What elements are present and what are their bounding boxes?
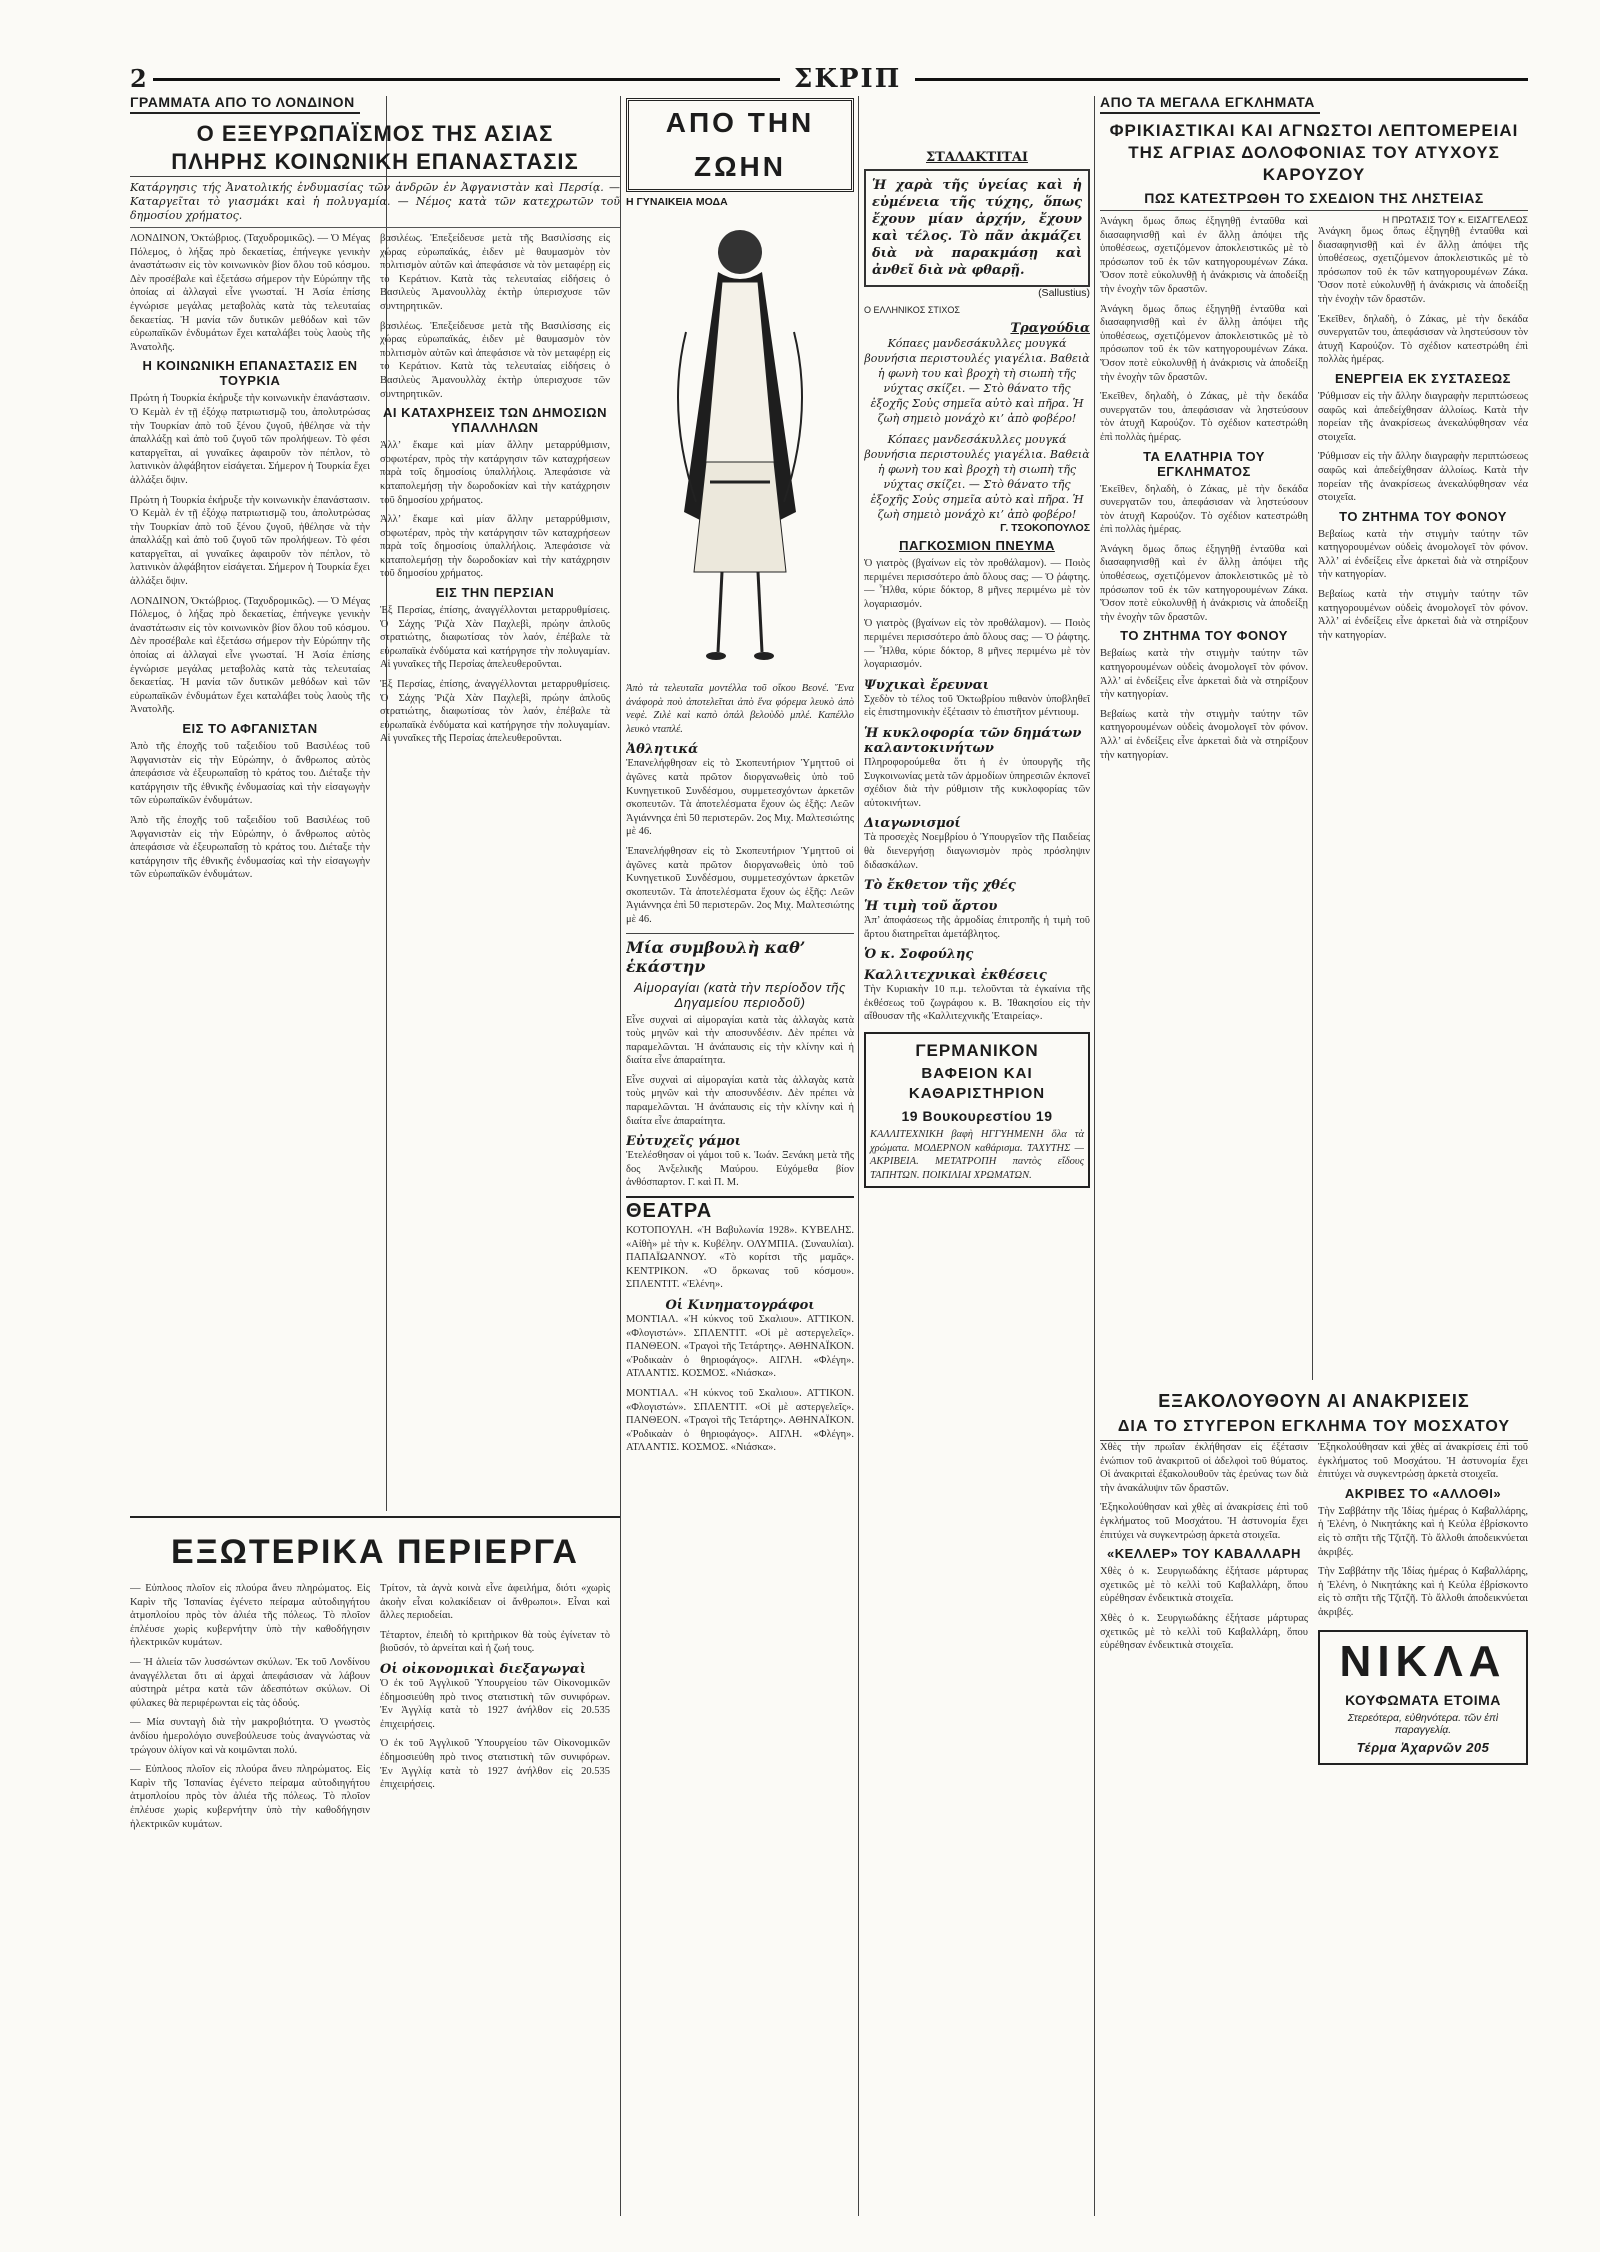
article-body: — Εὐπλοος πλοῖον εἰς πλούρα ἄνευ πληρώματος. Εἰς Καρὶν τῆς Ἰσπανίας ἐγένετο πείραμα αὐτοδιηγήτου ἀτμοπλοίου πρὸς τὸν ἀλιέα τῆς πόλεως. Τὸ πλοῖον ἐπλέυσε χωρὶς κυβερνήτην ὑπὸ τὴν καθοδήγησιν ἠλεκτρικῶν κυμάτων. [130, 1583, 370, 1649]
article-body: Ἀπὸ τῆς ἐποχῆς τοῦ ταξειδίου τοῦ Βασιλέως τοῦ Ἀφγανιστὰν εἰς τὴν Εὐρώπην, ὁ ἄνθρωπος αὐτὸς ἀπεφάσισε νὰ ἐξευρωπαΐσῃ τὸ κράτος του. Διέταξε τὴν κατάργησιν τῆς ἐθνικῆς ἐνδυμασίας καὶ τὴν εἰσαγωγὴν τῶν εὐρωπαϊκῶν ἐνδυμάτων. [130, 741, 370, 807]
article-body: Ἀπὸ τῆς ἐποχῆς τοῦ ταξειδίου τοῦ Βασιλέως τοῦ Ἀφγανιστὰν εἰς τὴν Εὐρώπην, ὁ ἄνθρωπος αὐτὸς ἀπεφάσισε νὰ ἐξευρωπαΐσῃ τὸ κράτος του. Διέταξε τὴν κατάργησιν τῆς ἐθνικῆς ἐνδυμασίας καὶ τὴν εἰσαγωγὴν τῶν εὐρωπαϊκῶν ἐνδυμάτων. [130, 814, 370, 881]
article-headline-2: ΠΛΗΡΗΣ ΚΟΙΝΩΝΙΚΗ ΕΠΑΝΑΣΤΑΣΙΣ [130, 148, 620, 177]
masthead [130, 64, 1528, 94]
section-heading: Οἱ οἰκονομικαὶ διεξαγωγαὶ [380, 1661, 586, 1677]
spirit-body: Ὁ γιατρὸς (βγαίνων εἰς τὸν προθάλαμον). — Ποιὸς περιμένει περισσότερο ἀπὸ ὅλους σας; — Ὁ ῥάφτης. — Ἦλθα, κύριε δόκτορ, 8 μῆνες περιμένω μὲ τὸν λογαριασμόν. [864, 558, 1090, 610]
article-body: Ἀνάγκη ὅμως ὅπως ἐξηγηθῇ ἐνταῦθα καὶ διασαφηνισθῇ καὶ ἐν ἄλλῃ ἀπόψει τῆς ὑποθέσεως, σχετιζόμενον ἀποκλειστικῶς μὲ τὸ πρόσωπον τοῦ ἐκ τῶν κατηγορουμένων Ζάκα. Ὅσον ποτὲ εὐκολυνθῇ ἡ ἀνάκρισις νὰ ἀποδείξῃ τὴν ἐνοχὴν τῶν δραστῶν. [1100, 216, 1308, 295]
article-body: Βεβαίως κατὰ τὴν στιγμὴν ταύτην τῶν κατηγορουμένων οὐδεὶς ἀνομολογεῖ τὸν φόνον. Ἀλλ’ αἱ ἐνδείξεις εἶνε ἀρκεταὶ διὰ νὰ στηρίξουν τὴν κατηγορίαν. [1100, 708, 1308, 761]
article-body: Τὴν Σαββάτην τῆς Ἰδίας ἡμέρας ὁ Καβαλλάρης, ἡ Ἐλένη, ὁ Νικητάκης καὶ ἡ Κεύλα ἐβρίσκοντο εἰς τὸ σπῆτι τῆς Τζιτζῆ. Τὸ ἄλλοθι ἀποδεικνύεται ἀκριβές. [1318, 1505, 1528, 1558]
section-heading: ΤΟ ΖΗΤΗΜΑ ΤΟΥ ΦΟΝΟΥ [1339, 508, 1507, 524]
article-body: Βεβαίως κατὰ τὴν στιγμὴν ταύτην τῶν κατηγορουμένων οὐδεὶς ἀνομολογεῖ τὸν φόνον. Ἀλλ’ αἱ ἐνδείξεις εἶνε ἀρκεταὶ διὰ νὰ στηρίξουν τὴν κατηγορίαν. [1318, 589, 1528, 641]
column-rule [1094, 96, 1095, 2216]
ad-title: ΒΑΦΕΙΟΝ ΚΑΙ ΚΑΘΑΡΙΣΤΗΡΙΟΝ [908, 1065, 1046, 1103]
section-stalaktitai [864, 144, 1090, 2216]
ad-title: ΓΕΡΜΑΝΙΚΟΝ [915, 1041, 1039, 1061]
article-kicker: ΑΠΟ ΤΑ ΜΕΓΑΛΑ ΕΓΚΛΗΜΑΤΑ [1100, 94, 1320, 114]
section-heading: ΑΙ ΚΑΤΑΧΡΗΣΕΙΣ ΤΩΝ ΔΗΜΟΣΙΩΝ ΥΠΑΛΛΗΛΩΝ [383, 405, 607, 436]
section-heading: ΑΚΡΙΒΕΣ ΤΟ «ΑΛΛΟΘΙ» [1344, 1485, 1502, 1501]
article-curiosities [130, 1516, 620, 2218]
article-body: Ἀνάγκη ὅμως ὅπως ἐξηγηθῇ ἐνταῦθα καὶ διασαφηνισθῇ καὶ ἐν ἄλλῃ ἀπόψει τῆς ὑποθέσεως, σχετιζόμενον ἀποκλειστικῶς μὲ τὸ πρόσωπον τοῦ ἐκ τῶν κατηγορουμένων Ζάκα. Ὅσον ποτὲ εὐκολυνθῇ ἡ ἀνάκρισις νὰ ἀποδείξῃ τὴν ἐνοχὴν τῶν δραστῶν. [1100, 303, 1308, 383]
section-heading: ΕΝΕΡΓΕΙΑ ΕΚ ΣΥΣΤΑΣΕΩΣ [1334, 370, 1511, 386]
advice-body: Εἶνε συχναὶ αἱ αἱμοραγίαι κατὰ τὰς ἀλλαγὰς κατὰ τοὺς μηνῶν καὶ τὴν αποσυνδέσιν. Δὲν πρέπει νὰ παραμελῶνται. Ἡ ἀνάπαυσις εἰς τὴν κλίνην καὶ ἡ διαίτα εἶνε ἀπαραίτητα. [626, 1074, 854, 1127]
article-body: Ὁ ἐκ τοῦ Ἀγγλικοῦ Ὑπουργείου τῶν Οἰκονομικῶν ἐδημοσιεύθη πρὸ τινος στατιστικὴ τῶν συνιφόρων. Ἐν Ἀγγλίᾳ κατὰ τὸ 1927 ἀνήλθον εἰς 20.535 ἐπιχειρήσεις. [380, 1738, 610, 1791]
ad-address: Τέρμα Ἀχαρνῶν 205 [1356, 1739, 1490, 1755]
sport-body: Ἐπανελήφθησαν εἰς τὸ Σκοπευτήριον Ὑμηττοῦ οἱ ἀγῶνες κατὰ πρῶτον διοργανωθεὶς ὑπὸ τοῦ Κυνηγετικοῦ Συνδέσμου, συμμετεσχόντων ἀρκετῶν σκοπευτῶν. Τὰ ἀποτελέσματα ἔχουν ὡς ἑξῆς: Λεῶν Ἀγιάννηςα ἐπὶ 50 περιστερῶν. 2ος Μιχ. Μαλτεσιώτης μὲ 46. [626, 758, 854, 838]
article-body: ΛΟΝΔΙΝΟΝ, Ὀκτώβριος. (Ταχυδρομικῶς). — Ὁ Μέγας Πόλεμος, ὁ λήξας πρὸ δεκαετίας, ἐπήνεγκε γενικὴν ἀναστάτωσιν εἰς τὸν κοινωνικὸν βίον ὅλου τοῦ κόσμου. Δὲν προσέβαλε καὶ ἐξετάσω σήμερον τὴν Εὐρώπην τῆς ὁποίας αἱ ἀλλαγαὶ εἶνε γνωσταί. Ἡ Ἀσία ἐπίσης ἐγνώρισε μεγάλας μεταβολὰς κατὰ τὰς τελευταίας δεκαετίας. Ἡ μανία τῶν δυτικῶν μεθόδων καὶ τῶν εὐρωπαϊκῶν ἐνδυμάτων ἔχει καταλάβει τοὺς λαοὺς τῆς Ἀνατολῆς. [130, 233, 370, 353]
section-heading: ΕΙΣ ΤΟ ΑΦΓΑΝΙΣΤΑΝ [182, 721, 318, 736]
theatre-body: ΚΟΤΟΠΟΥΛΗ. «Ἡ Βαβυλωνία 1928». ΚΥΒΕΛΗΣ. «Αἰθὴ» μὲ τὴν κ. Κυβέλην. ΟΛΥΜΠΙΑ. (Συναυλίαι). ΠΑΠΑΪΩΑΝΝΟΥ. «Τὸ κορίτσι τῆς μαμᾶς». ΚΕΝΤΡΙΚΟΝ. «Ὁ ὄρκωνας τοῦ κόσμου». ΣΠΛΕΝΤΙΤ. «Ἐλένη». [626, 1225, 854, 1291]
article-body: Ἐξ Περσίας, ἐπίσης, ἀναγγέλλονται μεταρρυθμίσεις. Ὁ Σάχης Ῥιζὰ Χὰν Παχλεβὶ, πρώην ἁπλοῦς στρατιώτης, διαφωτίσας τὸν λαόν, ἐπέβαλε τὰ εὐρωπαϊκὰ ἐνδύματα καὶ κατήργησε τὴν πολυγαμίαν. Αἱ γυναῖκες τῆς Περσίας ἀπελευθεροῦνται. [380, 679, 610, 745]
section-heading: ΤΑ ΕΛΑΤΗΡΙΑ ΤΟΥ ΕΓΚΛΗΜΑΤΟΣ [1143, 448, 1265, 479]
bread-heading: Ἡ τιμὴ τοῦ ἄρτου [864, 899, 998, 915]
article-headline: ΕΞΩΤΕΡΙΚΑ ΠΕΡΙΕΡΓΑ [171, 1533, 579, 1571]
article-body: ΛΟΝΔΙΝΟΝ, Ὀκτώβριος. (Ταχυδρομικῶς). — Ὁ Μέγας Πόλεμος, ὁ λήξας πρὸ δεκαετίας, ἐπήνεγκε γενικὴν ἀναστάτωσιν εἰς τὸν κοινωνικὸν βίον ὅλου τοῦ κόσμου. Δὲν προσέβαλε καὶ ἐξετάσω σήμερον τὴν Εὐρώπην τῆς ὁποίας αἱ ἀλλαγαὶ εἶνε γνωσταί. Ἡ Ἀσία ἐπίσης ἐγνώρισε μεγάλας μεταβολὰς κατὰ τὰς τελευταίας δεκαετίας. Ἡ μανία τῶν δυτικῶν μεθόδων καὶ τῶν εὐρωπαϊκῶν ἐνδυμάτων ἔχει καταλάβει τοὺς λαοὺς τῆς Ἀνατολῆς. [130, 595, 370, 716]
ad-name: ΝΙΚΛΑ [1339, 1636, 1507, 1686]
exhibit-heading: Τὸ ἔκθετον τῆς χθές [864, 878, 1016, 894]
quote-box: Ἡ χαρὰ τῆς ὑγείας καὶ ἡ εὐμένεια τῆς τύχης, ὅπως ἔχουν μίαν ἀρχήν, ἔχουν καὶ τέλος. Τὸ πᾶν ἀκμάζει διὰ νὰ παρακμάσῃ καὶ ἀνθεῖ διὰ νὰ φθαρῇ. [864, 169, 1090, 287]
cinema-heading: Οἱ Κινηματογράφοι [665, 1298, 815, 1313]
cinema-body: ΜΟΝΤΙΑΛ. «Ἡ κύκνος τοῦ Σκαλιου». ΑΤΤΙΚΟΝ. «Φλογιστών». ΣΠΛΕΝΤΙΤ. «Οἱ μὲ αστεργελεῖς». ΠΑΝΘΕΟΝ. «Τραγοὶ τῆς Τετάρτης». ΑΘΗΝΑΪΚΟΝ. «Ῥοδικαὰν ὁ θηριοφάγος». ΑΙΓΛΗ. «Φλέγη». ΑΤΛΑΝΤΙΣ. ΚΟΣΜΟΣ. «Νιάσκα». [626, 1314, 854, 1380]
article-body: Τὴν Σαββάτην τῆς Ἰδίας ἡμέρας ὁ Καβαλλάρης, ἡ Ἐλένη, ὁ Νικητάκης καὶ ἡ Κεύλα ἐβρίσκοντο εἰς τὸ σπῆτι τῆς Τζιτζῆ. Τὸ ἄλλοθι ἀποδεικνύεται ἀκριβές. [1318, 1566, 1528, 1618]
traffic-heading: Ἡ κυκλοφορία τῶν δημάτων καλαντοκινήτων [864, 725, 1082, 756]
section-heading: «ΚΕΛΛΕΡ» ΤΟΥ ΚΑΒΑΛΛΑΡΗ [1107, 1546, 1301, 1562]
paper-name: ΣΚΡΙΠ [780, 66, 915, 92]
ad-body: ΚΑΛΛΙΤΕΧΝΙΚΗ βαφὴ ΗΓΓΥΗΜΕΝΗ ὅλα τὰ χρώματα. ΜΟΔΕΡΝΟΝ καθάρισμα. ΤΑΧΥΤΗΣ — ΑΚΡΙΒΕΙΑ. ΜΕΤΑΤΡΟΠΗ παντὸς εἴδους ΤΑΠΗΤΩΝ. ΠΟΙΚΙΛΙΑΙ ΧΡΩΜΑΤΩΝ. [870, 1129, 1084, 1181]
advice-subheading: Αἱμοραγίαι (κατὰ τὴν περίοδον τῆς Δηγαμείου περιοδοῦ) [634, 979, 846, 1010]
psych-heading: Ψυχικαὶ ἔρευναι [864, 677, 990, 693]
spirit-body: Ὁ γιατρὸς (βγαίνων εἰς τὸν προθάλαμον). — Ποιὸς περιμένει περισσότερο ἀπὸ ὅλους σας; — Ὁ ῥάφτης. — Ἦλθα, κύριε δόκτορ, 8 μῆνες περιμένω μὲ τὸν λογαριασμόν. [864, 618, 1090, 671]
sport-body: Ἐπανελήφθησαν εἰς τὸ Σκοπευτήριον Ὑμηττοῦ οἱ ἀγῶνες κατὰ πρῶτον διοργανωθεὶς ὑπὸ τοῦ Κυνηγετικοῦ Συνδέσμου, συμμετεσχόντων ἀρκετῶν σκοπευτῶν. Τὰ ἀποτελέσματα ἔχουν ὡς ἑξῆς: Λεῶν Ἀγιάννηςα ἐπὶ 50 περιστερῶν. 2ος Μιχ. Μαλτεσιώτης μὲ 46. [626, 845, 854, 925]
article-body: Ἀνάγκη ὅμως ὅπως ἐξηγηθῇ ἐνταῦθα καὶ διασαφηνισθῇ καὶ ἐν ἄλλῃ ἀπόψει τῆς ὑποθέσεως, σχετιζόμενον ἀποκλειστικῶς μὲ τὸ πρόσωπον τοῦ ἐκ τῶν κατηγορουμένων Ζάκα. Ὅσον ποτὲ εὐκολυνθῇ ἡ ἀνάκρισις νὰ ἀποδείξῃ τὴν ἐνοχὴν τῶν δραστῶν. [1100, 543, 1308, 623]
article-subheadline: ΠΩΣ ΚΑΤΕΣΤΡΩΘΗ ΤΟ ΣΧΕΔΙΟΝ ΤΗΣ ΛΗΣΤΕΙΑΣ [1100, 190, 1528, 211]
article-crime [1100, 94, 1528, 1384]
article-body: Ἐκεῖθεν, δηλαδὴ, ὁ Ζάκας, μὲ τὴν δεκάδα συνεργατῶν του, ἀπεφάσισαν νὰ ληστεύσουν τὸν ἀτυχῆ Καρούζον. Τὸ σχέδιον κατεστρώθη ἐπὶ πολλὰς ἡμέρας. [1100, 391, 1308, 443]
article-byline: Η ΠΡΩΤΑΣΙΣ ΤΟΥ κ. ΕΙΣΑΓΓΕΛΕΩΣ [1382, 215, 1528, 225]
article-body: Ἐκεῖθεν, δηλαδὴ, ὁ Ζάκας, μὲ τὴν δεκάδα συνεργατῶν του, ἀπεφάσισαν νὰ ληστεύσουν τὸν ἀτυχῆ Καρούζον. Τὸ σχέδιον κατεστρώθη ἐπὶ πολλὰς ἡμέρας. [1100, 483, 1308, 536]
fashion-caption: Ἀπὸ τὰ τελευταῖα μοντέλλα τοῦ οἴκου Βεονέ. Ἕνα ἀνάφορὰ ποὺ ἀποτελεῖται ἀπὸ ἕνα φόρεμα λευκὸ ἀπὸ νεφὲ. Ζιλὲ καὶ καπὸ ὀπάλ βελοὺδὸ μπλέ. Καπέλλο λευκὸ νταπλέ. [626, 683, 854, 735]
section-title: ΑΠΟ ΤΗΝ ΖΩΗΝ [626, 98, 854, 192]
poem-title: Τραγούδια [1010, 321, 1090, 336]
article-london [130, 94, 620, 1504]
article-body: Ὁ ἐκ τοῦ Ἀγγλικοῦ Ὑπουργείου τῶν Οἰκονομικῶν ἐδημοσιεύθη πρὸ τινος στατιστικὴ τῶν συνιφόρων. Ἐν Ἀγγλίᾳ κατὰ τὸ 1927 ἀνήλθον εἰς 20.535 ἐπιχειρήσεις. [380, 1677, 610, 1730]
poem-kicker: Ο ΕΛΛΗΝΙΚΟΣ ΣΤΙΧΟΣ [864, 305, 960, 315]
wedding-body: Ἐτελέσθησαν οἱ γάμοι τοῦ κ. Ἰωάν. Ξενάκη μετὰ τῆς δος Ἀνξελικῆς Μαύρου. Εὐχόμεθα βίον ἀνθόσπαρτον. Γ. καὶ Π. Μ. [626, 1150, 854, 1189]
article-body: Ἀνάγκη ὅμως ὅπως ἐξηγηθῇ ἐνταῦθα καὶ διασαφηνισθῇ καὶ ἐν ἄλλῃ ἀπόψει τῆς ὑποθέσεως, σχετιζόμενον ἀποκλειστικῶς μὲ τὸ πρόσωπον τοῦ ἐκ τῶν κατηγορουμένων Ζάκα. Ὅσον ποτὲ εὐκολυνθῇ ἡ ἀνάκρισις νὰ ἀποδείξῃ τὴν ἐνοχὴν τῶν δραστῶν. [1318, 226, 1528, 305]
section-life [626, 94, 854, 2214]
article-body: Χθὲς τὴν πρωΐαν ἐκλήθησαν εἰς ἐξέτασιν ἐνώπιον τοῦ ἀνακριτοῦ οἱ ἀδελφοὶ τοῦ θύματος. Οἱ ἀνακριταὶ ἐξακολουθοῦν τὰς ἐρεύνας των διὰ τὴν ἀνακάλυψιν τῶν δραστῶν. [1100, 1442, 1308, 1494]
fashion-illustration [626, 212, 854, 682]
article-moschato [1100, 1388, 1528, 2216]
cinema-body: ΜΟΝΤΙΑΛ. «Ἡ κύκνος τοῦ Σκαλιου». ΑΤΤΙΚΟΝ. «Φλογιστών». ΣΠΛΕΝΤΙΤ. «Οἱ μὲ αστεργελεῖς». ΠΑΝΘΕΟΝ. «Τραγοὶ τῆς Τετάρτης». ΑΘΗΝΑΪΚΟΝ. «Ῥοδικαὰν ὁ θηριοφάγος». ΑΙΓΛΗ. «Φλέγη». ΑΤΛΑΝΤΙΣ. ΚΟΣΜΟΣ. «Νιάσκα». [626, 1387, 854, 1454]
spirit-heading: ΠΑΓΚΟΣΜΙΟΝ ΠΝΕΥΜΑ [899, 538, 1055, 553]
advertisement-nikla [1318, 1630, 1528, 1765]
article-body: Βεβαίως κατὰ τὴν στιγμὴν ταύτην τῶν κατηγορουμένων οὐδεὶς ἀνομολογεῖ τὸν φόνον. Ἀλλ’ αἱ ἐνδείξεις εἶνε ἀρκεταὶ διὰ νὰ στηρίξουν τὴν κατηγορίαν. [1100, 648, 1308, 701]
traffic-body: Πληροφορούμεθα ὅτι ἡ ἐν ὑπουργῆς τῆς Συγκοινωνίας μετὰ τῶν ἀρμοδίων ὑπηρεσιῶν ἐκπονεῖ σχέδιον διὰ τὴν ρύθμισιν τῆς κυκλοφορίας τῶν αὐτοκινήτων. [864, 756, 1090, 809]
article-body: Ῥύθμισαν εἰς τὴν ἄλλην διαγραφὴν περιπτώσεως σαφῶς καὶ ἀπεδείχθησαν ἀλλοίως. Κατὰ τὴν πορείαν τῆς ἀνακρίσεως ἀνεκαλύφθησαν νέα στοιχεῖα. [1318, 451, 1528, 504]
article-body: Ἀλλ’ ἔκαμε καὶ μίαν ἄλλην μεταρρύθμισιν, σοφωτέραν, πρὸς τὴν κατάργησιν τῶν καταχρήσεων παρὰ τοῖς δημοσίοις ὑπαλλήλοις. Ἀπεφάσισε νὰ καταπολεμήσῃ τὴν δωροδοκίαν καὶ τὴν κατάχρησιν τοῦ δημοσίου χρήματος. [380, 440, 610, 506]
column-rule [620, 96, 621, 2216]
article-body: Χθὲς ὁ κ. Σευργιωδάκης ἐξήτασε μάρτυρας σχετικῶς μὲ τὸ κελλὶ τοῦ Καβαλλάρη, ὅπου εὑρέθησαν ἐνδεικτικὰ στοιχεῖα. [1100, 1566, 1308, 1605]
psych-body: Σχεδὸν τὸ τέλος τοῦ Ὀκτωβρίου πιθανὸν ὑποβληθεῖ εἰς ἐπιστημονικὴν ἐξέτασιν τὸ ἐπιστῆτον μέντιουμ. [864, 693, 1090, 719]
article-body: Χθὲς ὁ κ. Σευργιωδάκης ἐξήτασε μάρτυρας σχετικῶς μὲ τὸ κελλὶ τοῦ Καβαλλάρη, ὅπου εὑρέθησαν ἐνδεικτικὰ στοιχεῖα. [1100, 1612, 1308, 1652]
sport-heading: Ἀθλητικά [626, 742, 699, 758]
poem-text: Κόπαες μανδεσάκυλλες μουγκά βουνήσια περιστουλές γιαγέλια. Βαθειὰ ἡ φωνὴ του καὶ βροχὴ τὴ σιωπὴ τῆς νύχτας σκίζει. — Στὸ θάνατο τῆς ἐξοχῆς Σοὐς σημεῖα αὐτὸ καὶ πῆρα. Ἡ ζωὴ σημειὸ μονάχὸ κι’ ἀπὸ φοβέρο! [864, 433, 1090, 521]
article-body: Τέταρτον, ἐπειδὴ τὸ κριτὴρικον θὰ τοὺς ἐγίνεταν τὸ βιοῦσόν, τὸ ἀρνείται καὶ ἡ ζωή τους. [380, 1629, 610, 1655]
art-body: Τὴν Κυριακὴν 10 π.μ. τελοῦνται τὰ ἐγκαίνια τῆς ἐκθέσεως τοῦ ζωγράφου κ. Β. Ἰθακησίου εἰς τὴν αἴθουσαν τῆς «Καλλιτεχνικῆς Ἑταιρείας». [864, 984, 1090, 1023]
art-heading: Καλλιτεχνικαὶ ἐκθέσεις [864, 968, 1047, 984]
poem-author: Γ. ΤΣΟΚΟΠΟΥΛΟΣ [1000, 522, 1090, 534]
ad-line: ΚΟΥΦΩΜΑΤΑ ΕΤΟΙΜΑ [1345, 1691, 1501, 1708]
article-deck: Κατάργησις τής Ἀνατολικής ἐνδυμασίας τῶν ἀνδρῶν ἐν Ἀφγανιστὰν καὶ Περσίᾳ. — Καταργεῖται τὸ γιασμάκι καὶ ἡ πολυγαμία. — Νέμος κατὰ τῶν κατεχρωτῶν τοῦ δημοσίου χρήματος. [130, 181, 620, 228]
article-body: Πρώτη ἡ Τουρκία ἐκήρυξε τὴν κοινωνικὴν ἐπανάστασιν. Ὁ Κεμὰλ ἐν τῇ ἐξόχῳ πατριωτισμῷ του, ἀπολυτρώσας τὴν Τουρκίαν ἀπὸ τοῦ ξένου ζυγοῦ, ἠθέλησε νὰ τὴν ἀπαλλάξῃ καὶ ἀπὸ τοῦ ζυγοῦ τῶν προλήψεων. Τὸ φέσι καταργεῖται, αἱ γυναῖκες ἀφαιροῦν τὸν πέπλον, τὸ λατινικὸν ἀλφάβητον εἰσάγεται. Σήμερον ἡ Τουρκία ἔχει ἀλλάξει ὅψιν. [130, 393, 370, 486]
theatre-heading: ΘΕΑΤΡΑ [626, 1196, 854, 1224]
ad-line: Στερεότερα, εὐθηνότερα. τῶν ἐπὶ παραγγελίᾳ. [1347, 1711, 1499, 1736]
article-body: — Ἡ ἁλιεία τῶν λυσσώντων σκύλων. Ἐκ τοῦ Λονδίνου ἀναγγέλλεται ὅτι αἱ ἀρχαὶ ἀπεφάσισαν νὰ λάβουν αὐστηρὰ μέτρα κατὰ τῶν ἀδεσπότων σκύλων. Οἱ φύλακες θὰ περιφέρωνται εἰς τὰς ὁδούς. [130, 1656, 370, 1709]
contest-body: Τὰ προσεχὲς Νοεμβρίου ὁ Ὑπουργεῖον τῆς Παιδείας θὰ διενεργήσῃ διαγωνισμὸν πρὸς πρόσληψιν διδασκάλων. [864, 832, 1090, 871]
section-heading: ΤΟ ΖΗΤΗΜΑ ΤΟΥ ΦΟΝΟΥ [1120, 628, 1288, 644]
fashion-kicker: Η ΓΥΝΑΙΚΕΙΑ ΜΟΔΑ [626, 196, 728, 208]
article-headline: Ο ΕΞΕΥΡΩΠΑΪΣΜΟΣ ΤΗΣ ΑΣΙΑΣ [196, 121, 554, 146]
fashion-figure-icon [626, 212, 854, 682]
article-body: Πρώτη ἡ Τουρκία ἐκήρυξε τὴν κοινωνικὴν ἐπανάστασιν. Ὁ Κεμὰλ ἐν τῇ ἐξόχῳ πατριωτισμῷ του, ἀπολυτρώσας τὴν Τουρκίαν ἀπὸ τοῦ ξένου ζυγοῦ, ἠθέλησε νὰ τὴν ἀπαλλάξῃ καὶ ἀπὸ τοῦ ζυγοῦ τῶν προλήψεων. Τὸ φέσι καταργεῖται, αἱ γυναῖκες ἀφαιροῦν τὸν πέπλον, τὸ λατινικὸν ἀλφάβητον εἰσάγεται. Σήμερον ἡ Τουρκία ἔχει ἀλλάξει ὅψιν. [130, 494, 370, 588]
bread-body: Ἀπ’ ἀποφάσεως τῆς ἀρμοδίας ἐπιτροπῆς ἡ τιμὴ τοῦ ἄρτου διατηρεῖται ἀμετάβλητος. [864, 915, 1090, 940]
article-headline: ΕΞΑΚΟΛΟΥΘΟΥΝ ΑΙ ΑΝΑΚΡΙΣΕΙΣ [1158, 1391, 1470, 1411]
sofoulis-heading: Ὁ κ. Σοφούλης [864, 947, 974, 963]
article-body: Ἐξηκολούθησαν καὶ χθὲς αἱ ἀνακρίσεις ἐπὶ τοῦ ἐγκλήματος τοῦ Μοσχάτου. Ἡ ἀστυνομία ἔχει ἐπιτύχει νὰ συγκεντρώσῃ ἀρκετὰ στοιχεῖα. [1318, 1442, 1528, 1481]
article-body: Ἐξ Περσίας, ἐπίσης, ἀναγγέλλονται μεταρρυθμίσεις. Ὁ Σάχης Ῥιζὰ Χὰν Παχλεβὶ, πρώην ἁπλοῦς στρατιώτης, διαφωτίσας τὸν λαόν, ἐπέβαλε τὰ εὐρωπαϊκὰ ἐνδύματα καὶ κατήργησε τὴν πολυγαμίαν. Αἱ γυναῖκες τῆς Περσίας ἀπελευθεροῦνται. [380, 605, 610, 671]
section-heading: Η ΚΟΙΝΩΝΙΚΗ ΕΠΑΝΑΣΤΑΣΙΣ ΕΝ ΤΟΥΡΚΙΑ [142, 358, 358, 389]
wedding-heading: Εὐτυχεῖς γάμοι [626, 1134, 741, 1150]
article-kicker: ΓΡΑΜΜΑΤΑ ΑΠΟ ΤΟ ΛΟΝΔΙΝΟΝ [130, 94, 360, 114]
advice-heading: Μία συμβουλὴ καθ’ ἑκάστην [626, 933, 854, 976]
ad-address: 19 Βουκουρεστίου 19 [901, 1108, 1053, 1125]
article-body: — Μία συνταγὴ διὰ τὴν μακροβιότητα. Ὁ γνωστὸς ἀνδίου ἡμερολόγιο συνεβούλευσε τοὺς ἀναγνώστας νὰ τρώγουν ὀλίγον καὶ νὰ κοιμῶνται πολύ. [130, 1717, 370, 1756]
article-body: βασιλέως. Ἐπεξείδευσε μετὰ τῆς Βασιλίσσης εἰς χώρας εὐρωπαϊκάς, ἐιδεν μὲ θαυμασμὸν τὸν πολιτισμὸν αὐτῶν καὶ ἀπεφάσισε νὰ τὸν μεταφέρῃ εἰς τὸ Κεράτιον. Κατὰ τὰς τελευταίας εἰδήσεις ὁ Βασιλεὺς Ἀμανουλλὰχ ἐκτὴρ ὑπερισχυσε τῶν συντηρητικῶν. [380, 233, 610, 312]
article-headline-2: ΔΙΑ ΤΟ ΣΤΥΓΕΡΟΝ ΕΓΚΛΗΜΑ ΤΟΥ ΜΟΣΧΑΤΟΥ [1100, 1414, 1528, 1441]
advice-body: Εἶνε συχναὶ αἱ αἱμοραγίαι κατὰ τὰς ἀλλαγὰς κατὰ τοὺς μηνῶν καὶ τὴν αποσυνδέσιν. Δὲν πρέπει νὰ παραμελῶνται. Ἡ ἀνάπαυσις εἰς τὴν κλίνην καὶ ἡ διαίτα εἶνε ἀπαραίτητα. [626, 1014, 854, 1067]
column-rule [858, 96, 859, 2216]
poem-text: Κόπαες μανδεσάκυλλες μουγκά βουνήσια περιστουλές γιαγέλια. Βαθειὰ ἡ φωνὴ του καὶ βροχὴ τὴ σιωπὴ τῆς νύχτας σκίζει. — Στὸ θάνατο τῆς ἐξοχῆς Σοὐς σημεῖα αὐτὸ καὶ πῆρα. Ἡ ζωὴ σημειὸ μονάχὸ κι’ ἀπὸ φοβέρο! [864, 337, 1090, 425]
article-body: Βεβαίως κατὰ τὴν στιγμὴν ταύτην τῶν κατηγορουμένων οὐδεὶς ἀνομολογεῖ τὸν φόνον. Ἀλλ’ αἱ ἐνδείξεις εἶνε ἀρκεταὶ διὰ νὰ στηρίξουν τὴν κατηγορίαν. [1318, 528, 1528, 581]
article-headline: ΦΡΙΚΙΑΣΤΙΚΑΙ ΚΑΙ ΑΓΝΩΣΤΟΙ ΛΕΠΤΟΜΕΡΕΙΑΙ ΤΗΣ ΑΓΡΙΑΣ ΔΟΛΟΦΟΝΙΑΣ ΤΟΥ ΑΤΥΧΟΥΣ ΚΑΡΟΥΖΟΥ [1109, 121, 1519, 184]
section-heading: ΕΙΣ ΤΗΝ ΠΕΡΣΙΑΝ [435, 585, 555, 601]
contest-heading: Διαγωνισμοί [864, 816, 961, 832]
quote-author: (Sallustius) [1038, 287, 1090, 299]
section-title: ΣΤΑΛΑΚΤΙΤΑΙ [925, 150, 1029, 165]
article-body: βασιλέως. Ἐπεξείδευσε μετὰ τῆς Βασιλίσσης εἰς χώρας εὐρωπαϊκάς, ἐιδεν μὲ θαυμασμὸν τὸν πολιτισμὸν αὐτῶν καὶ ἀπεφάσισε νὰ τὸν μεταφέρῃ εἰς τὸ Κεράτιον. Κατὰ τὰς τελευταίας εἰδήσεις ὁ Βασιλεὺς Ἀμανουλλὰχ ἐκτὴρ ὑπερισχυσε τῶν συντηρητικῶν. [380, 320, 610, 400]
article-body: — Εὐπλοος πλοῖον εἰς πλούρα ἄνευ πληρώματος. Εἰς Καρὶν τῆς Ἰσπανίας ἐγένετο πείραμα αὐτοδιηγήτου ἀτμοπλοίου πρὸς τὸν ἀλιέα τῆς πόλεως. Τὸ πλοῖον ἐπλέυσε χωρὶς κυβερνήτην ὑπὸ τὴν καθοδήγησιν ἠλεκτρικῶν κυμάτων. [130, 1764, 370, 1830]
article-body: Τρίτον, τὰ ἀγνὰ κοινὰ εἶνε ἀφειλήμα, διότι «χωρὶς ἀκοὴν εἶναι κολακίδειαν οἱ ἄνθρωποι». Εἶναι καὶ ἄλλες περιοδείαι. [380, 1583, 610, 1622]
article-body: Ἀλλ’ ἔκαμε καὶ μίαν ἄλλην μεταρρύθμισιν, σοφωτέραν, πρὸς τὴν κατάργησιν τῶν καταχρήσεων παρὰ τοῖς δημοσίοις ὑπαλλήλοις. Ἀπεφάσισε νὰ καταπολεμήσῃ τὴν δωροδοκίαν καὶ τὴν κατάχρησιν τοῦ δημοσίου χρήματος. [380, 514, 610, 580]
article-body: Ἐξηκολούθησαν καὶ χθὲς αἱ ἀνακρίσεις ἐπὶ τοῦ ἐγκλήματος τοῦ Μοσχάτου. Ἡ ἀστυνομία ἔχει ἐπιτύχει νὰ συγκεντρώσῃ ἀρκετὰ στοιχεῖα. [1100, 1502, 1308, 1541]
article-body: Ῥύθμισαν εἰς τὴν ἄλλην διαγραφὴν περιπτώσεως σαφῶς καὶ ἀπεδείχθησαν ἀλλοίως. Κατὰ τὴν πορείαν τῆς ἀνακρίσεως ἀνεκαλύφθησαν νέα στοιχεῖα. [1318, 390, 1528, 443]
page-number: 2 [130, 68, 153, 90]
advertisement-dyeworks [864, 1032, 1090, 1188]
article-body: Ἐκεῖθεν, δηλαδὴ, ὁ Ζάκας, μὲ τὴν δεκάδα συνεργατῶν του, ἀπεφάσισαν νὰ ληστεύσουν τὸν ἀτυχῆ Καρούζον. Τὸ σχέδιον κατεστρώθη ἐπὶ πολλὰς ἡμέρας. [1318, 313, 1528, 366]
